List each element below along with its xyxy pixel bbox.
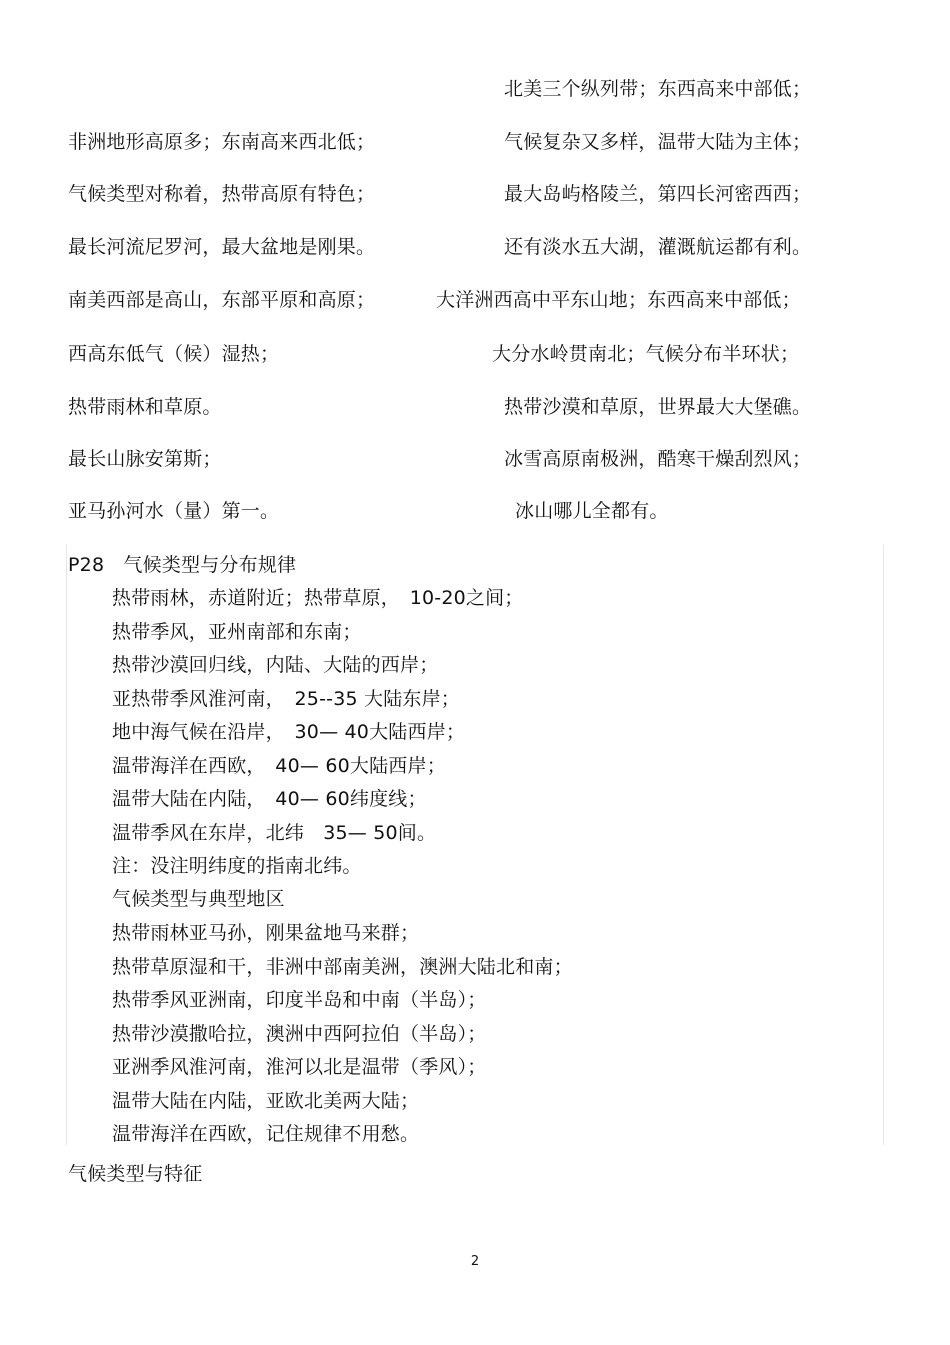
section-heading: P28 气候类型与分布规律 [68, 554, 297, 576]
verse-left-line: 西高东低气（候）湿热； [68, 343, 280, 365]
climate-line: 温带大陆在内陆， 40— 60纬度线； [112, 788, 427, 810]
verse-left-line: 南美西部是高山，东部平原和高原； [68, 289, 376, 311]
verse-right-line: 冰雪高原南极洲，酷寒干燥刮烈风； [504, 448, 812, 470]
subheading: 气候类型与典型地区 [112, 888, 285, 910]
verse-right-line: 冰山哪儿全都有。 [515, 500, 669, 522]
climate-line: 亚热带季风淮河南， 25--35 大陆东岸； [112, 688, 461, 710]
verse-right-line: 还有淡水五大湖，灌溉航运都有利。 [504, 236, 812, 258]
climate-line: 热带草原湿和干，非洲中部南美洲，澳洲大陆北和南； [112, 956, 573, 978]
verse-left-line: 最长河流尼罗河，最大盆地是刚果。 [68, 236, 376, 258]
verse-left-line: 最长山脉安第斯； [68, 448, 222, 470]
climate-line: 热带季风亚洲南，印度半岛和中南（半岛）； [112, 989, 487, 1011]
verse-left-line: 亚马孙河水（量）第一。 [68, 500, 280, 522]
climate-line: 热带雨林，赤道附近；热带草原， 10-20之间； [112, 587, 524, 609]
verse-right-line: 气候复杂又多样，温带大陆为主体； [504, 131, 812, 153]
climate-line: 热带雨林亚马孙，刚果盆地马来群； [112, 922, 420, 944]
climate-line: 亚洲季风淮河南，淮河以北是温带（季风）； [112, 1056, 487, 1078]
verse-left-line: 气候类型对称着，热带高原有特色； [68, 183, 376, 205]
verse-left-line: 热带雨林和草原。 [68, 396, 222, 418]
next-section-heading: 气候类型与特征 [68, 1163, 203, 1185]
verse-left-line: 非洲地形高原多；东南高来西北低； [68, 131, 376, 153]
climate-line: 地中海气候在沿岸， 30— 40大陆西岸； [112, 721, 466, 743]
climate-line: 温带海洋在西欧， 40— 60大陆西岸； [112, 755, 446, 777]
climate-line: 温带季风在东岸，北纬 35— 50间。 [112, 822, 437, 844]
climate-line: 温带海洋在西欧，记住规律不用愁。 [112, 1123, 420, 1145]
north-america-intro: 北美三个纵列带；东西高来中部低； [504, 78, 812, 100]
climate-line: 热带沙漠回归线，内陆、大陆的西岸； [112, 654, 439, 676]
climate-line: 热带季风，亚州南部和东南； [112, 621, 362, 643]
climate-line: 温带大陆在内陆，亚欧北美两大陆； [112, 1090, 420, 1112]
verse-right-line: 最大岛屿格陵兰，第四长河密西西； [504, 183, 812, 205]
verse-right-line: 热带沙漠和草原，世界最大大堡礁。 [504, 396, 812, 418]
verse-right-line: 大洋洲西高中平东山地；东西高来中部低； [436, 289, 801, 311]
page-number: 2 [470, 1254, 480, 1269]
verse-right-line: 大分水岭贯南北；气候分布半环状； [492, 343, 800, 365]
climate-note: 注：没注明纬度的指南北纬。 [112, 855, 362, 877]
climate-line: 热带沙漠撒哈拉，澳洲中西阿拉伯（半岛）； [112, 1023, 487, 1045]
